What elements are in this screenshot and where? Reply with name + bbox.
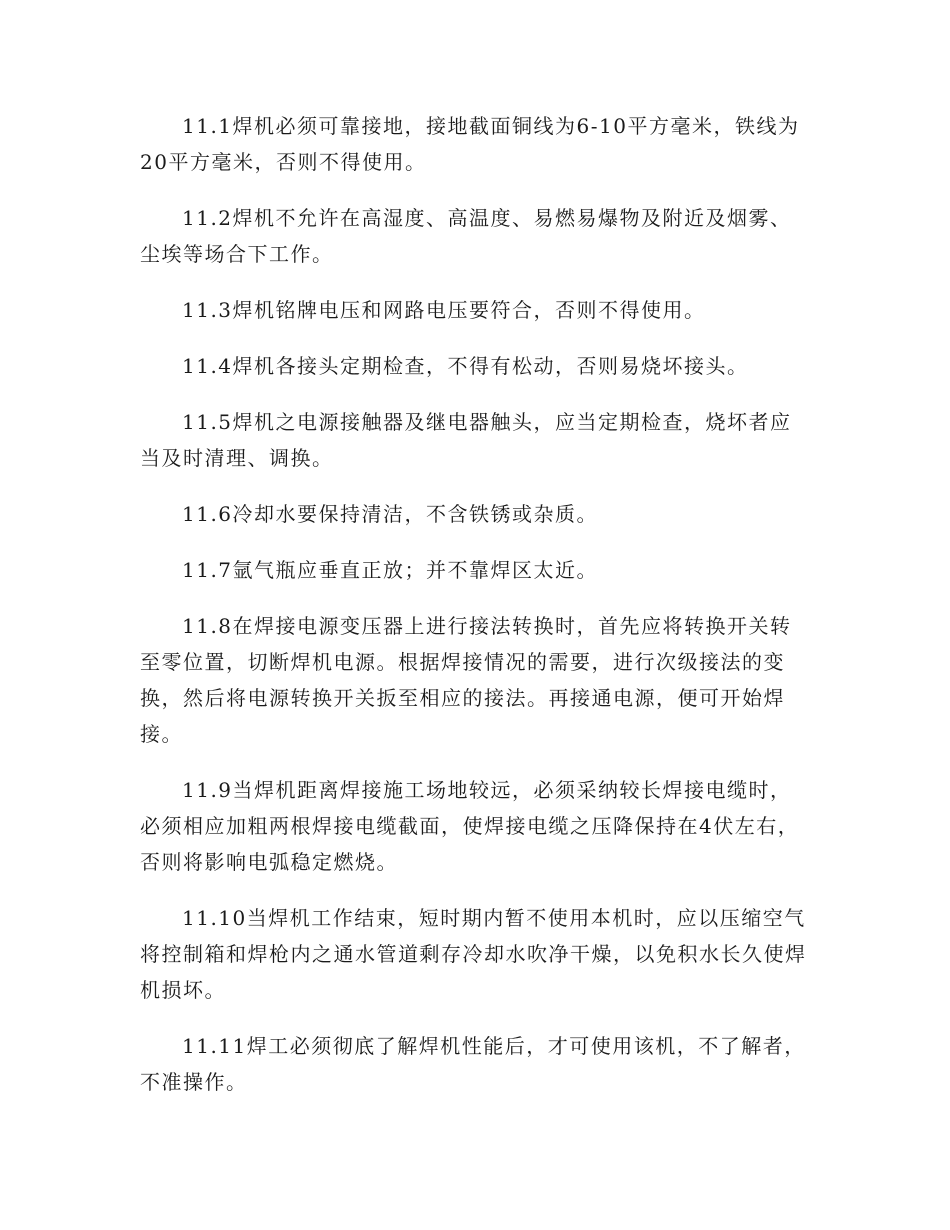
paragraph-11-10: 11.10当焊机工作结束，短时期内暂不使用本机时，应以压缩空气将控制箱和焊枪内之通水管道剩存冷却水吹净干燥，以免积水长久使焊机损坏。	[140, 906, 807, 1002]
paragraph-11-3: 11.3焊机铭牌电压和网路电压要符合，否则不得使用。	[182, 298, 706, 322]
paragraph-11-9: 11.9当焊机距离焊接施工场地较远，必须采纳较长焊接电缆时，必须相应加粗两根焊接电缆截面，使焊接电缆之压降保持在4伏左右，否则将影响电弧稳定燃烧。	[140, 778, 800, 874]
paragraph-11-8: 11.8在焊接电源变压器上进行接法转换时，首先应将转换开关转至零位置，切断焊机电源。根据焊接情况的需要，进行次级接法的变换，然后将电源转换开关扳至相应的接法。再接通电源，便可开始焊接。	[140, 614, 792, 746]
paragraph-11-7: 11.7氩气瓶应垂直正放；并不靠焊区太近。	[182, 558, 599, 582]
paragraph-11-2: 11.2焊机不允许在高湿度、高温度、易燃易爆物及附近及烟雾、尘埃等场合下工作。	[140, 206, 792, 266]
paragraph-11-6: 11.6冷却水要保持清洁，不含铁锈或杂质。	[182, 502, 599, 526]
paragraph-11-4: 11.4焊机各接头定期检查，不得有松动，否则易烧坏接头。	[182, 354, 749, 378]
paragraph-11-1: 11.1焊机必须可靠接地，接地截面铜线为6-10平方毫米，铁线为20平方毫米，否则不得使用。	[140, 114, 800, 174]
document-body	[140, 108, 812, 1120]
paragraph-11-11: 11.11焊工必须彻底了解焊机性能后，才可使用该机，不了解者，不准操作。	[140, 1034, 806, 1094]
paragraph-11-5: 11.5焊机之电源接触器及继电器触头，应当定期检查，烧坏者应当及时清理、调换。	[140, 410, 792, 470]
